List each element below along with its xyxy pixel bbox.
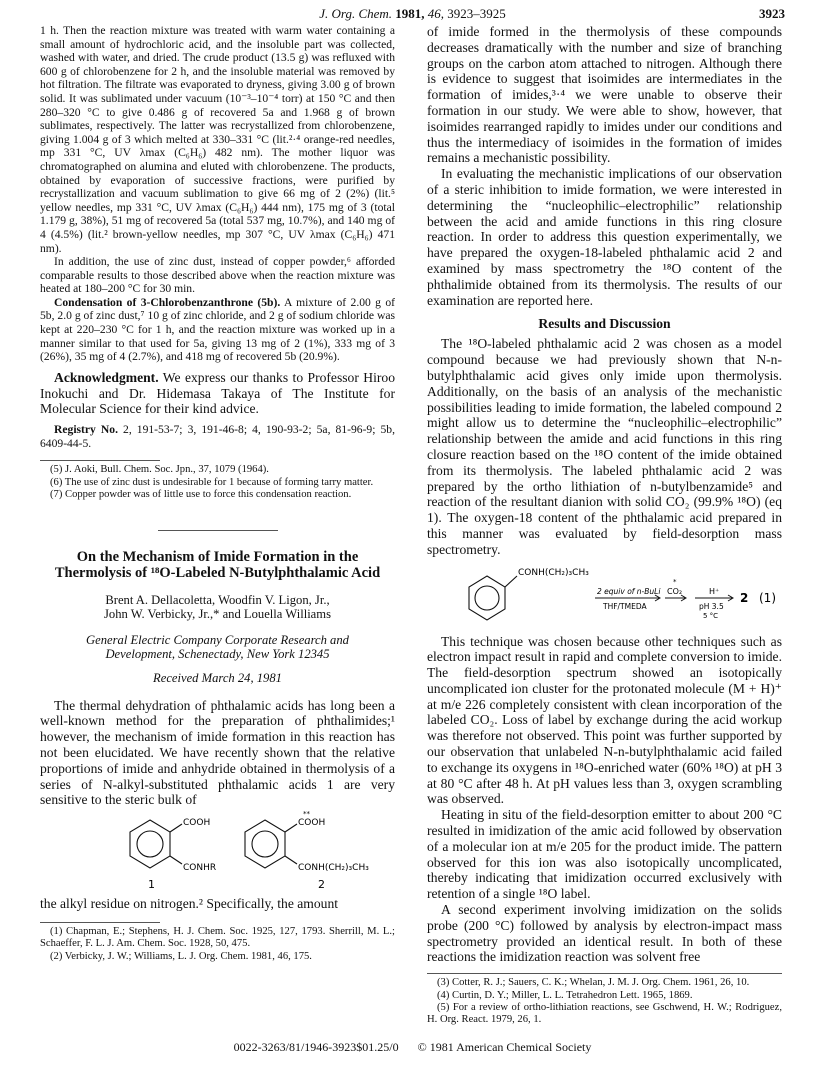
footnote-2: (2) Verbicky, J. W.; Williams, L. J. Org. Chem. 1981, 46, 175. (50, 950, 312, 962)
left-column (40, 24, 395, 963)
second-experiment-paragraph: A second experiment involving imidization on the solids probe (200 °C) followed by analysis by electron-impact mass spectrometry provided an identical result. In both of these reactions the imidization reaction was solvent free (427, 902, 782, 965)
affiliation-line-1: General Electric Company Corporate Research and (86, 632, 349, 647)
footnote-5-right: (5) For a review of ortho-lithiation reactions, see Gschwend, H. W.; Rodriguez, H. Org. React. 1979, 26, 1. (427, 1002, 782, 1026)
article-title: On the Mechanism of Imide Formation in the Thermolysis of ¹⁸O-Labeled N-Butylphthalamic Acid (54, 548, 381, 581)
results-paragraph-1: The ¹⁸O-labeled phthalamic acid 2 was chosen as a model compound because we had previously shown that N-n-butylphthalamic acid gives only imide upon thermolysis. Additionally, on the basis of an analysis of the mechanistic possibilities leading to imide formation, the labeled compound 2 might allow us to determine the “nucleophilic–electrophilic” relationship between the amide and acid functions in this ring closure reaction based on the ¹⁸O content of the imide obtained from its thermolysis. The labeled phthalamic acid 2 was prepared by the ortho lithiation of n-butylbenzamide⁵ and reaction of the resultant dianion with solid CO₂ (99.9% ¹⁸O) (eq 1). The oxygen-18 content of the phthalamic acid prepared in this manner was evaluated by field-desorption mass spectrometry. (427, 336, 782, 557)
affiliation-line-2: Development, Schenectady, New York 12345 (105, 646, 330, 661)
authors-line-2: John W. Verbicky, Jr.,* and Louella Williams (104, 606, 331, 621)
evaluation-paragraph: In evaluating the mechanistic implications of our observation of a steric inhibition to imide formation, we were interested in determining the “nucleophilic–electrophilic” relationship between the acid and amide functions in this ring closure reaction. In order to address this question experimentally, we have prepared the oxygen-18-labeled phthalamic acid 2 and examined by mass spectrometry the ¹⁸O content of the phthalimide obtained from its thermolysis. The results of our examination are reported here. (427, 166, 782, 308)
structure-2-bottom-group: CONH(CH₂)₃CH₃ (298, 863, 369, 874)
registry-heading: Registry No. (54, 423, 118, 437)
equation-1 (427, 562, 782, 628)
structure-1-label: 1 (148, 878, 155, 892)
page-footer (40, 1040, 785, 1055)
article-code: 0022-3263/81/1946-3923$01.25/0 (233, 1040, 399, 1054)
equation-temperature: 5 °C (703, 611, 719, 620)
structure-2 (245, 810, 369, 891)
equation-number: (1) (759, 590, 776, 605)
structure-1-bottom-group: CONHR (183, 863, 217, 874)
steric-paragraph: of imide formed in the thermolysis of these compounds decreases dramatically with the number and size of branching groups on the carbon atom attached to nitrogen. Although there is evidence to suggest that isoimides are intermediates in the formation of imides,³·⁴ we were unable to observe their formation in our study. We were able to show, however, that isoimides rearranged rapidly to imides under our conditions and thus the intermediacy of isoimides in the formation of imides remains a mechanistic possibility. (427, 24, 782, 166)
condensation-text: A mixture of 2.00 g of 5b, 2.0 g of zinc dust,⁷ 10 g of zinc chloride, and 2 g of sodium chloride was kept at 220–230 °C for 1 h, and the reaction mixture was worked up in a manner similar to that used for 5a, giving 13 mg of 2 (1%), 333 mg of 3 (26%), 35 mg of 4 (2.7%), and 418 mg of recovered 5b (20.9%). (40, 295, 396, 364)
footnote-1: (1) Chapman, E.; Stephens, H. J. Chem. Soc. 1925, 127, 1793. Sherrill, M. L.; Schaeffer, F. L. J. Am. Chem. Soc. 1928, 50, 475. (40, 926, 395, 950)
right-column (427, 24, 782, 1027)
heating-paragraph: Heating in situ of the field-desorption emitter to about 200 °C resulted in imidization of the amic acid followed by observation of a molecular ion at m/e 205 for the product imide. The pattern observed for this ion was also isotopically uncomplicated, thereby indicating that imidization occurred exclusively with retention of a single ¹⁸O label. (427, 807, 782, 902)
zinc-dust-paragraph: In addition, the use of zinc dust, instead of copper powder,⁶ afforded comparable results to those described above when the reaction mixture was heated at 180–200 °C for 30 min. (40, 255, 395, 296)
structures-1-2 (40, 810, 395, 894)
footnote-rule-right (427, 973, 782, 974)
journal-name: J. Org. Chem. (319, 6, 393, 21)
condensation-heading: Condensation of 3-Chlorobenzanthrone (5b). (54, 295, 281, 309)
footnote-3: (3) Cotter, R. J.; Sauers, C. K.; Whelan, J. M. J. Org. Chem. 1961, 26, 10. (437, 977, 750, 989)
intro-paragraph: The thermal dehydration of phthalamic acids has long been a well-known method for the preparation of phthalimides;¹ however, the mechanism of imide formation in this reaction has not been elucidated. We have recently shown that the relative proportions of imide and anhydride obtained in thermolysis of a series of N-alkyl-substituted phthalamic acids 1 are very sensitive to the steric bulk of (40, 697, 395, 808)
condensation-paragraph (40, 296, 395, 364)
article-divider (158, 530, 278, 531)
structure-1 (130, 818, 216, 891)
equation-co2: CO₂ (667, 586, 683, 596)
equation-acid: H⁺ (709, 586, 720, 596)
equation-ph: pH 3.5 (699, 601, 724, 611)
page-header (40, 6, 785, 22)
equation-product: 2 (740, 590, 749, 605)
structure-2-label-star: ** (303, 810, 310, 819)
equation-label-star: * (673, 577, 677, 586)
footnote-4: (4) Curtin, D. Y.; Miller, L. L. Tetrahedron Lett. 1965, 1869. (437, 989, 693, 1001)
results-heading: Results and Discussion (538, 316, 671, 332)
structure-2-top-group: COOH (298, 818, 326, 829)
running-head (40, 6, 785, 22)
page-range: 3923–3925 (447, 6, 506, 21)
footnote-6: (6) The use of zinc dust is undesirable for 1 because of forming tarry matter. (50, 476, 374, 488)
page-number: 3923 (759, 6, 785, 21)
registry (40, 423, 395, 450)
footnote-rule-2 (40, 922, 160, 923)
acknowledgment-text: We express our thanks to Professor Hiroo Inokuchi and Dr. Hidemasa Takaya of The Institute for Molecular Science for their kind advice. (40, 369, 395, 417)
structure-1-top-group: COOH (183, 818, 211, 829)
footnote-rule (40, 460, 160, 461)
registry-text: 2, 191-53-7; 3, 191-46-8; 4, 190-93-2; 5a, 81-96-9; 5b, 6409-44-5. (40, 423, 395, 450)
continuation-line: the alkyl residue on nitrogen.² Specifically, the amount (40, 896, 339, 912)
equation-substituent: CONH(CH₂)₃CH₃ (518, 567, 589, 578)
authors-line-1: Brent A. Dellacoletta, Woodfin V. Ligon, Jr., (105, 592, 330, 607)
journal-year: 1981, (395, 6, 425, 21)
copyright: © 1981 American Chemical Society (417, 1040, 592, 1054)
footnote-5: (5) J. Aoki, Bull. Chem. Soc. Jpn., 37, 1079 (1964). (50, 464, 269, 476)
received-date: Received March 24, 1981 (153, 670, 282, 685)
acknowledgment-heading: Acknowledgment. (54, 369, 159, 385)
structure-2-label: 2 (318, 878, 325, 892)
journal-volume: 46, (427, 6, 445, 21)
equation-solvent: THF/TMEDA (603, 601, 647, 611)
acknowledgment (40, 370, 395, 417)
experimental-paragraph: 1 h. Then the reaction mixture was treated with warm water containing a small amount of hydrochloric acid, and the insoluble part was collected, washed with water, and dried. The crude product (13.5 g) was refluxed with 600 g of chlorobenzene for 2 h, and the insoluble material was removed by hot filtration. The filtrate was evaporated to dryness, giving 3.00 g of brown solid. It was sublimated under vacuum (10⁻³–10⁻⁴ torr) at 150 °C and then 280–320 °C to give 0.486 g of recovered 5a and 1.968 g of brown sublimates, respectively. The latter was recrystallized from chlorobenzene, giving 1.004 g of 3 which melted at 330–331 °C (lit.²·⁴ orange-red needles, mp 331 °C, UV λmax (C₆H₆) 482 nm). The mother liquor was chromatographed on alumina and eluted with chlorobenzene. The products, obtained by evaporation of successive fractions, were purified by recrystallization and vacuum sublimation to give 66 mg of 2 (2%) (lit.⁵ yellow needles, mp 331 °C, UV λmax (C₆H₆) 444 nm), 175 mg of 3 (total 1.179 g, 38%), 51 mg of recovered 5a (total 537 mg, 10.7%), and 140 mg of 4 (4.5%) (lit.² brown-yellow needles, mp 307 °C, UV λmax (C₆H₆) 471 nm). (40, 24, 395, 255)
equation-reagent: 2 equiv of n-BuLi (597, 586, 661, 596)
field-desorption-paragraph: This technique was chosen because other techniques such as electron impact result in rapid and complete conversion to imide. The field-desorption spectrum showed an isotopically uncomplicated ion cluster for the protonated molecule (M + H)⁺ at m/e 226 completely consistent with clean incorporation of the labeled CO₂. Loss of label by exchange during the acid workup was therefore not observed. This point was further supported by our observation that unlabeled N-n-butylphthalamic acid failed to exchange its oxygens in ¹⁸O-enriched water (60% ¹⁸O) at pH 3 at 80 °C after 48 h. At pH values less than 3, oxygen scrambling was observed. (427, 633, 782, 807)
footnote-7: (7) Copper powder was of little use to force this condensation reaction. (50, 489, 352, 501)
